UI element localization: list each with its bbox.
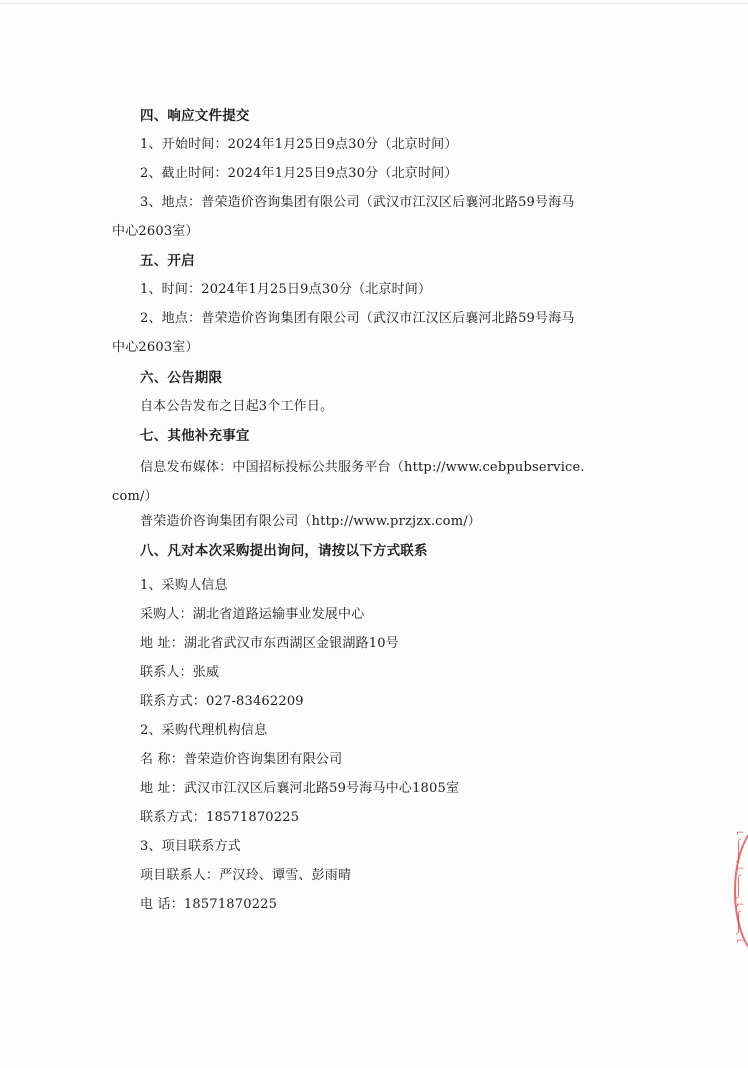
section-6-text: 自本公告发布之日起3个工作日。	[140, 399, 334, 414]
section-4-location: 3、地点：普荣造价咨询集团有限公司（武汉市江汉区后襄河北路59号海马	[140, 195, 575, 210]
page-top-edge	[0, 3, 748, 4]
section-5-location: 2、地点：普荣造价咨询集团有限公司（武汉市江汉区后襄河北路59号海马	[140, 311, 575, 326]
project-contact-phone: 电 话：18571870225	[140, 897, 278, 912]
project-contact-people: 项目联系人：严汉玲、谭雪、彭雨晴	[140, 868, 352, 883]
section-4-start-time: 1、开始时间：2024年1月25日9点30分（北京时间）	[140, 137, 458, 152]
section-4-end-time: 2、截止时间：2024年1月25日9点30分（北京时间）	[140, 166, 458, 181]
agency-phone: 联系方式：18571870225	[140, 810, 300, 825]
section-7-heading: 七、其他补充事宜	[140, 428, 250, 444]
section-5-heading: 五、开启	[140, 253, 195, 269]
buyer-phone: 联系方式：027-83462209	[140, 694, 304, 709]
section-7-media: 信息发布媒体：中国招标投标公共服务平台（http://www.cebpubservice.	[140, 460, 585, 475]
red-seal-stamp	[734, 822, 748, 956]
section-7-media-cont: com/）	[112, 489, 158, 504]
agency-name: 名 称：普荣造价咨询集团有限公司	[140, 752, 343, 767]
section-5-time: 1、时间：2024年1月25日9点30分（北京时间）	[140, 282, 432, 297]
buyer-name: 采购人：湖北省道路运输事业发展中心	[140, 607, 365, 622]
section-6-heading: 六、公告期限	[140, 370, 223, 386]
section-7-agency-site: 普荣造价咨询集团有限公司（http://www.przjzx.com/）	[140, 514, 481, 529]
section-4-heading: 四、响应文件提交	[140, 108, 250, 124]
section-5-location-cont: 中心2603室）	[112, 340, 199, 355]
section-8-heading: 八、凡对本次采购提出询问，请按以下方式联系	[140, 543, 428, 559]
section-4-location-cont: 中心2603室）	[112, 224, 199, 239]
buyer-info-title: 1、采购人信息	[140, 578, 228, 593]
buyer-contact: 联系人：张威	[140, 665, 220, 680]
seal-marks: ⌐ ⌠ ⌡ ⌐ ⌠ ⌡ ⌐ ⌠ ⌡ ⌐	[736, 828, 745, 947]
project-contact-title: 3、项目联系方式	[140, 839, 241, 854]
buyer-address: 地 址：湖北省武汉市东西湖区金银湖路10号	[140, 636, 399, 651]
agency-info-title: 2、采购代理机构信息	[140, 723, 268, 738]
agency-address: 地 址：武汉市江汉区后襄河北路59号海马中心1805室	[140, 781, 460, 796]
